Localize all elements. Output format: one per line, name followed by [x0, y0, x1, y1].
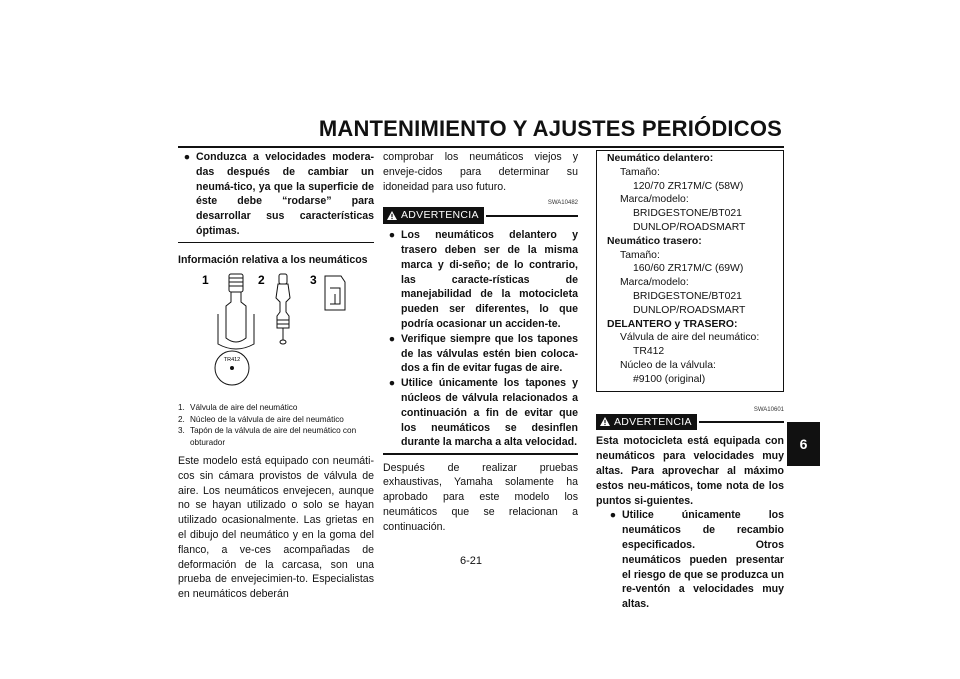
spec-line: DUNLOP/ROADSMART: [633, 221, 746, 233]
spec-line: Marca/modelo:: [620, 194, 689, 206]
spec-line: 160/60 ZR17M/C (69W): [633, 263, 744, 275]
caption-item: 2. Núcleo de la válvula de aire del neumático: [178, 414, 344, 424]
warning-header: [596, 414, 784, 431]
caption-item: 3. Tapón de la válvula de aire del neumático con obturador: [178, 426, 357, 447]
column-3: [596, 150, 784, 612]
column-2-after: Después de realizar pruebas exhaustivas, Yamaha solamente ha aprobado para este modelo los neumáticos que se relacionan a continuación.: [383, 461, 578, 533]
spec-line: BRIDGESTONE/BT021: [633, 208, 742, 220]
caption-item: 1. Válvula de aire del neumático: [178, 403, 298, 413]
warning-bullet: ● Verifique siempre que los tapones de las válvulas estén bien coloca-dos a fin de evitar fugas de aire.: [383, 332, 578, 376]
warning-end-rule: [383, 453, 578, 455]
warning-rule: [699, 421, 784, 423]
valve-marking: TR412: [223, 357, 241, 364]
warning-bullet: ● Utilice únicamente los tapones y núcleos de válvula relacionados a continuación a fin de evitar que los neumáticos se desinflen durante la marcha a alta velocidad.: [383, 376, 578, 450]
figure-captions: [178, 402, 374, 448]
warning-label: ADVERTENCIA: [401, 209, 479, 222]
warning-triangle-icon: [387, 211, 397, 220]
spec-line: Núcleo de la válvula:: [620, 359, 716, 371]
spec-line: DUNLOP/ROADSMART: [633, 304, 746, 316]
page-title: MANTENIMIENTO Y AJUSTES PERIÓDICOS: [318, 116, 782, 141]
tire-info-body: Este modelo está equipado con neumáti-cos sin cámara provistos de válvula de aire. Los neumáticos envejecen, aunque no se hayan utilizado o solo se hayan utilizado ocasionalmente. Las grietas en el dibujo del neumático y en la goma del flanco, a ve-ces acompañadas de deformación de la carcasa, son una prueba de envejecimien-to. Especialistas en neumáticos deberán: [178, 455, 374, 601]
spec-line: #9100 (original): [633, 373, 706, 385]
warning-code: SWA10482: [547, 200, 578, 207]
section-heading: Información relativa a los neumáticos: [178, 254, 368, 267]
column-1: [178, 150, 374, 602]
spec-line: BRIDGESTONE/BT021: [633, 290, 742, 302]
warning-rule: [486, 215, 578, 217]
spec-line: Marca/modelo:: [620, 277, 689, 289]
valve-figure: [178, 268, 374, 398]
spec-line: DELANTERO y TRASERO:: [607, 318, 738, 330]
warning-label: ADVERTENCIA: [614, 415, 692, 428]
tip-text: Conduzca a velocidades modera-das después de cambiar un neumá-tico, ya que la superficie de éste debe “rodarse” para desarrollar sus características óptimas.: [196, 151, 374, 237]
column-2-intro: comprobar los neumáticos viejos y enveje-cidos para determinar su idoneidad para uso futuro.: [383, 151, 578, 193]
warning-badge: [596, 414, 697, 431]
bullet-dot: ●: [609, 509, 617, 522]
spec-line: Válvula de aire del neumático:: [620, 332, 760, 344]
callout-3: 3: [310, 273, 317, 288]
callout-2: 2: [258, 273, 265, 288]
tire-spec-box: [596, 150, 784, 392]
callout-1: 1: [202, 273, 209, 288]
section-rule: [178, 242, 374, 244]
bullet-dot: ●: [388, 377, 396, 390]
bullet-dot: ●: [388, 229, 396, 242]
bullet-dot: ●: [388, 332, 396, 345]
warning-triangle-icon: [600, 417, 610, 426]
chapter-tab[interactable]: 6: [787, 422, 820, 466]
high-speed-warning-text: Esta motocicleta está equipada con neumáticos para velocidades muy altas. Para aprovechar al máximo estos neu-máticos, tome nota de los puntos si-guientes.: [596, 435, 784, 507]
warning-bullet: ● Utilice únicamente los neumáticos de recambio especificados. Otros neumáticos pueden presentar el riesgo de que se produzca un re-ventón a velocidades muy altas.: [596, 508, 784, 612]
valve-core-drawing: [276, 274, 290, 344]
spec-line: Tamaño:: [620, 166, 660, 178]
spec-line: Tamaño:: [620, 249, 660, 261]
warning-code: SWA10601: [753, 406, 784, 413]
title-rule: [178, 146, 784, 148]
column-2: [383, 150, 578, 535]
tip-bullet: [178, 150, 374, 239]
warning-header: [383, 207, 578, 224]
spec-line: Neumático delantero:: [607, 153, 714, 164]
valve-cap-drawing: [325, 276, 345, 310]
spec-line: 120/70 ZR17M/C (58W): [633, 180, 744, 192]
page-number: 6-21: [460, 555, 483, 567]
spec-line: TR412: [633, 346, 665, 358]
tire-valve-drawing: [215, 274, 254, 385]
bullet-dot: ●: [183, 151, 191, 163]
warning-badge: [383, 207, 484, 224]
warning-bullets: [383, 228, 578, 450]
warning-bullet: ● Los neumáticos delantero y trasero deben ser de la misma marca y di-seño; de lo contrario, las caracte-rísticas de manejabilidad de la motocicleta pueden ser diferentes, lo que podría ocasionar un acciden-te.: [383, 228, 578, 332]
valve-illustration: [178, 268, 374, 398]
spec-line: Neumático trasero:: [607, 235, 702, 247]
